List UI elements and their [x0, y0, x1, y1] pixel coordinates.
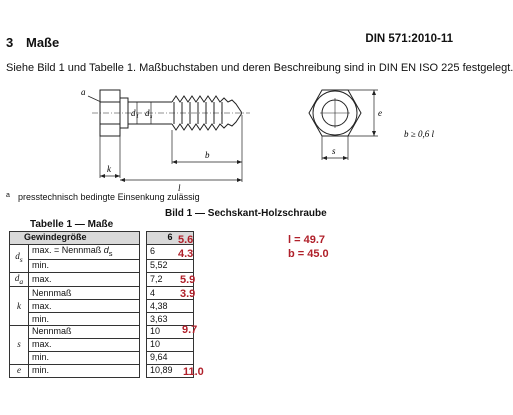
svg-text:s: s	[150, 114, 153, 120]
table-row	[10, 259, 194, 272]
label-s: s	[332, 146, 336, 156]
section-title: Maße	[26, 35, 60, 50]
label-e: e	[378, 108, 382, 118]
section-number: 3	[6, 35, 14, 50]
symbol-k: k	[10, 287, 29, 326]
row-desc: Nennmaß	[29, 326, 140, 339]
row-value: 9,64	[147, 351, 194, 364]
footnote: presstechnisch bedingte Einsenkung zulässig	[18, 192, 200, 202]
table-row	[10, 338, 194, 351]
annotation-s-nom: 9.7	[182, 324, 198, 336]
row-value: 3,63	[147, 313, 194, 326]
row-desc: max.	[29, 300, 140, 313]
label-d1: d	[131, 108, 136, 118]
row-value: 10	[147, 338, 194, 351]
row-desc: min.	[29, 364, 140, 377]
intro-text: Siehe Bild 1 und Tabelle 1. Maßbuchstaben und deren Beschreibung sind in DIN EN ISO 225 festgelegt.	[6, 62, 513, 74]
svg-text:1: 1	[136, 114, 139, 120]
row-desc: Nennmaß	[29, 287, 140, 300]
row-value: 10,89	[147, 364, 194, 377]
table-row	[10, 244, 194, 259]
b-rule: b ≥ 0,6 l	[404, 129, 434, 139]
row-value: 5,52	[147, 259, 194, 272]
row-value: 4,38	[147, 300, 194, 313]
label-l: l	[178, 183, 181, 193]
header-label: Gewindegröße	[10, 232, 140, 245]
table-row	[10, 287, 194, 300]
table-row	[10, 313, 194, 326]
header-value: 6	[147, 232, 194, 245]
footnote-mark: a	[6, 192, 10, 199]
row-desc: max. = Nennmaß $d_s$	[29, 244, 140, 259]
row-desc: min.	[29, 259, 140, 272]
table-caption: Tabelle 1 — Maße	[30, 219, 114, 230]
row-value: 7,2	[147, 272, 194, 287]
table-row	[10, 351, 194, 364]
standard-id: DIN 571:2010-11	[365, 33, 453, 45]
row-desc: max.	[29, 338, 140, 351]
table-row	[10, 326, 194, 339]
dimensions-table	[9, 231, 194, 378]
annotation-e-min: 11.0	[183, 366, 204, 378]
annotation-da: 4.3	[178, 248, 194, 260]
symbol-ds: $d_s$	[10, 244, 29, 272]
table-row	[10, 364, 194, 377]
figure-caption: Bild 1 — Sechskant-Holzschraube	[165, 208, 327, 219]
row-value: 4	[147, 287, 194, 300]
label-k: k	[107, 164, 111, 174]
annotation-k-max: 5.9	[180, 274, 196, 286]
row-value: 10	[147, 326, 194, 339]
table-row	[10, 272, 194, 287]
symbol-da: $d_a$	[10, 272, 29, 287]
label-ds: d	[145, 108, 150, 118]
label-b: b	[205, 150, 210, 160]
screw-drawing	[0, 78, 461, 193]
row-desc: min.	[29, 351, 140, 364]
table-header-row	[10, 232, 194, 245]
row-desc: max.	[29, 272, 140, 287]
annotation-k-nom: 3.9	[180, 288, 196, 300]
annotation-ds: 5.6	[178, 234, 194, 246]
annotation-b: b = 45.0	[288, 248, 329, 260]
symbol-e: e	[10, 364, 29, 377]
symbol-s: s	[10, 326, 29, 365]
row-value: 6	[147, 244, 194, 259]
table-row	[10, 300, 194, 313]
label-a: a	[81, 87, 86, 97]
annotation-l: l = 49.7	[288, 234, 326, 246]
row-desc: min.	[29, 313, 140, 326]
